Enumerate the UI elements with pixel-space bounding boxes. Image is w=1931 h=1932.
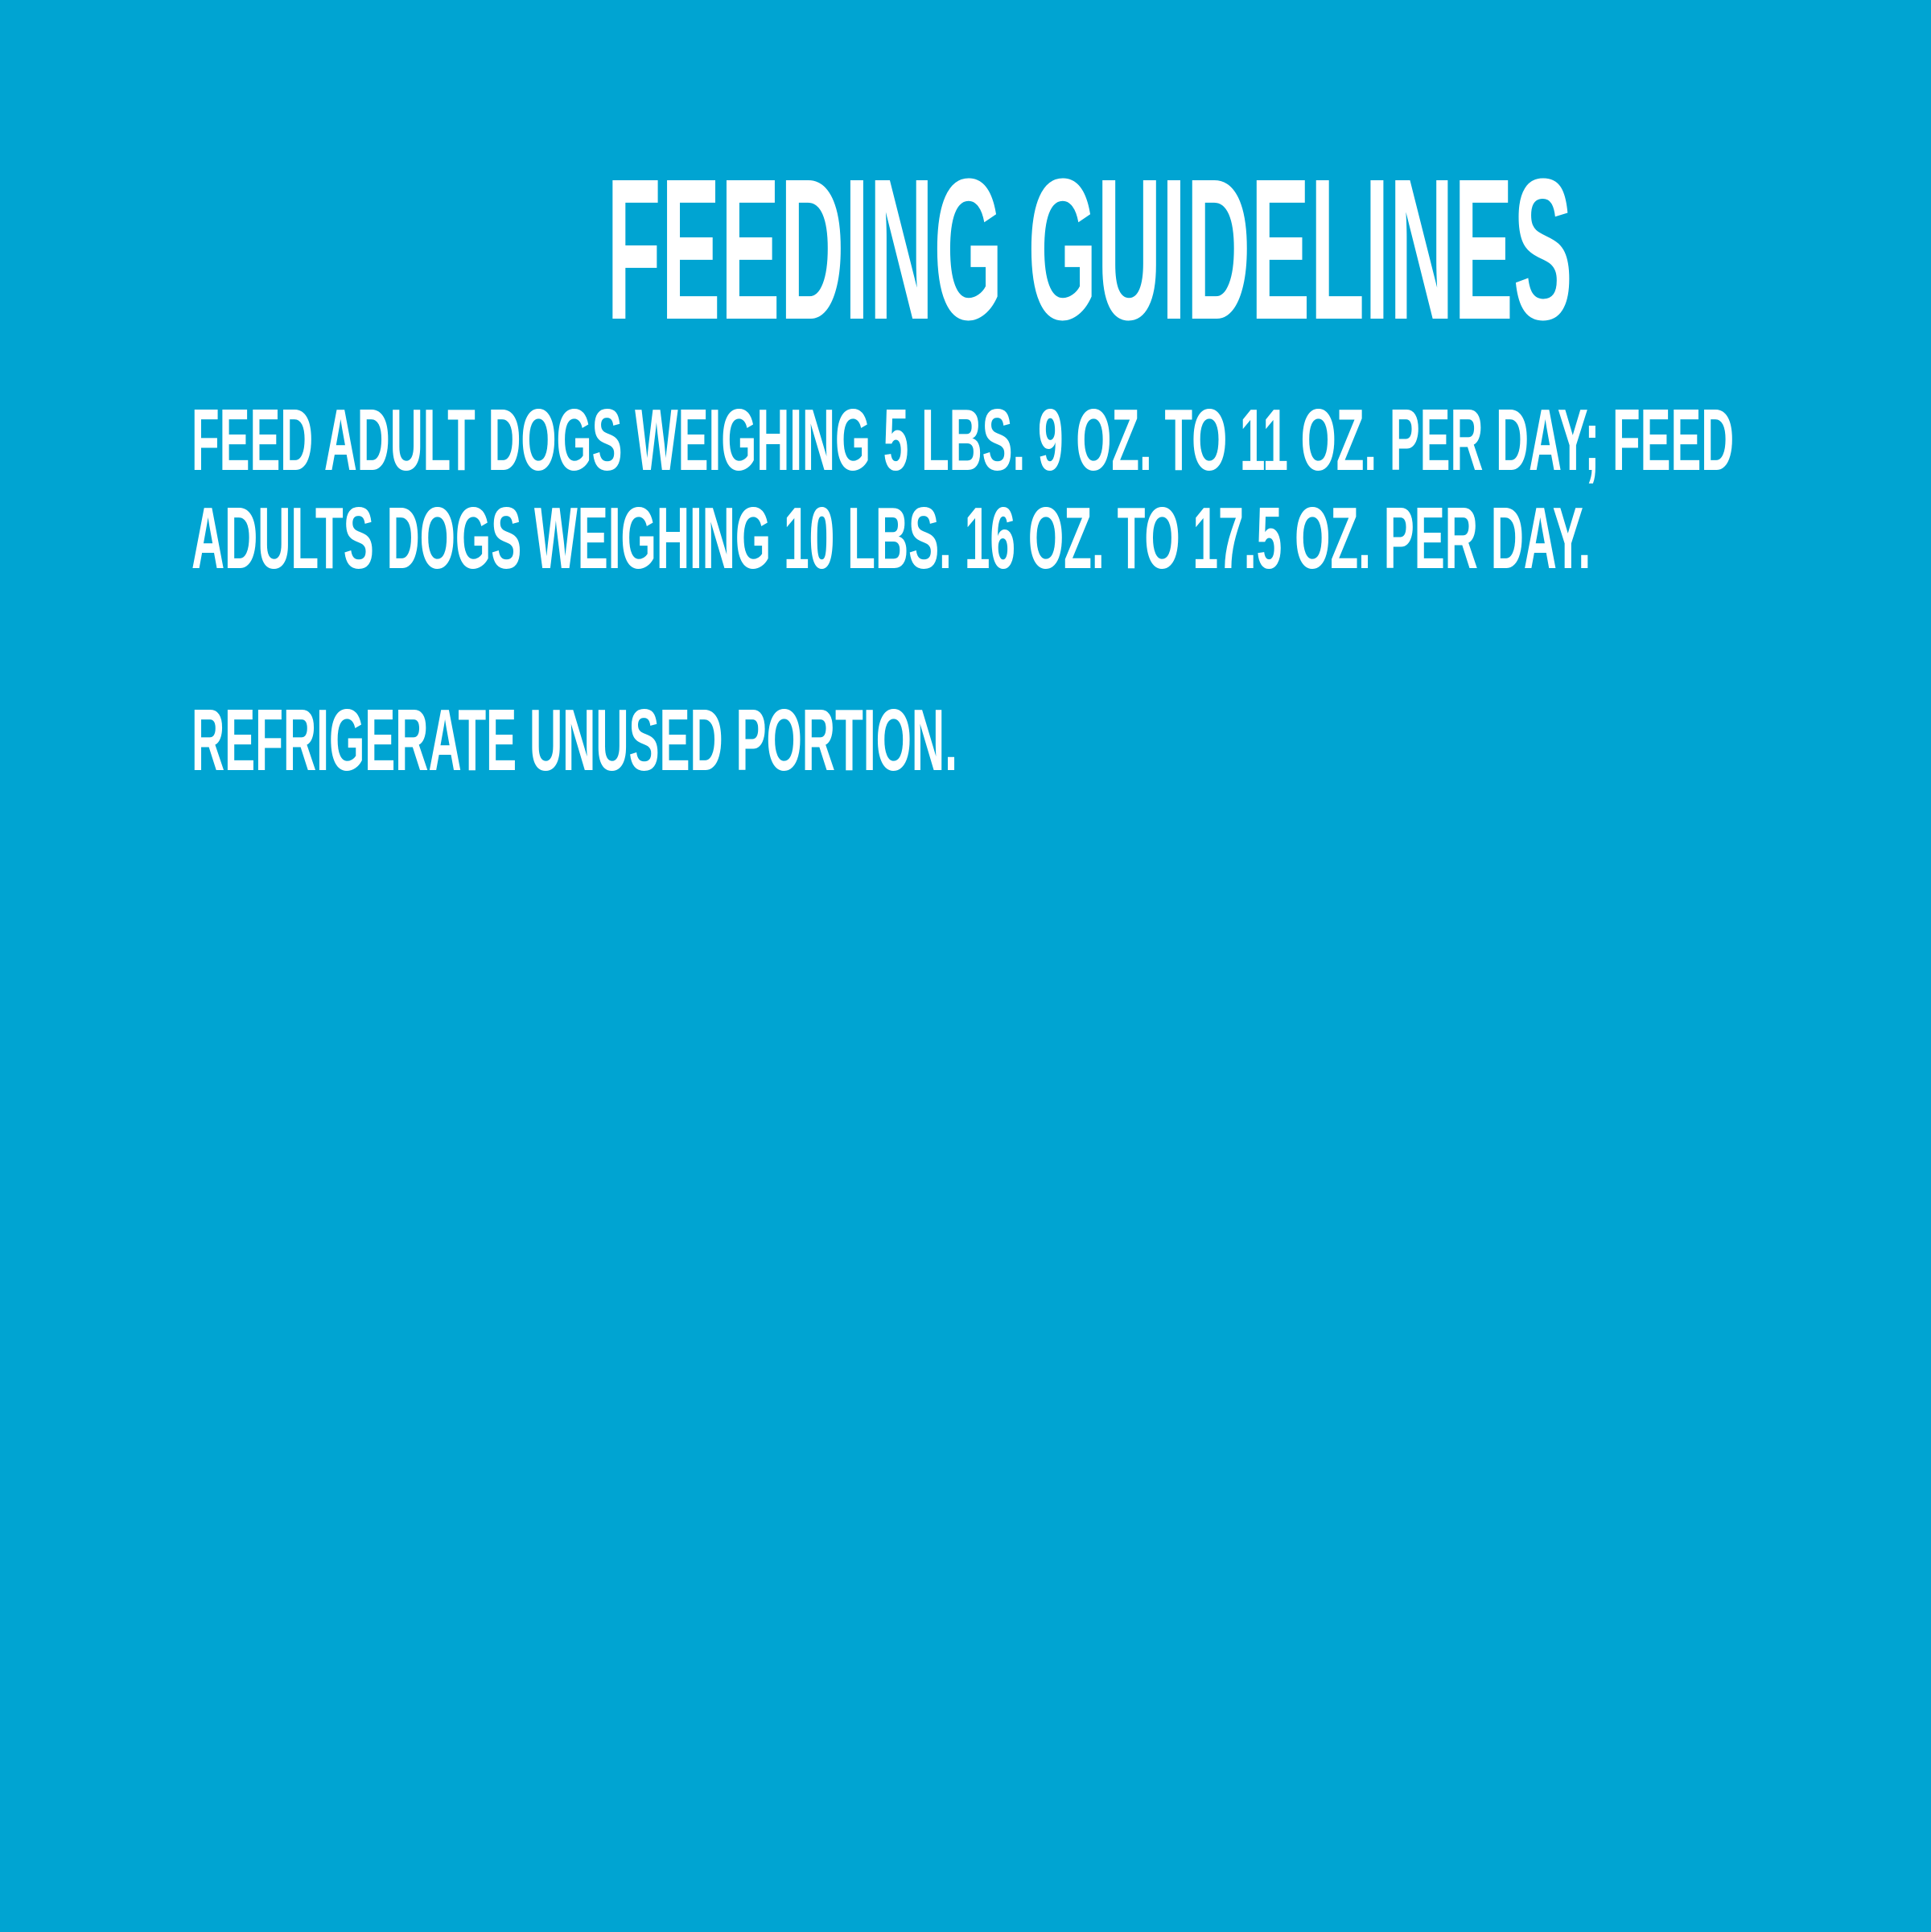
page-title (0, 137, 1931, 361)
feeding-instructions-line-2-text: ADULTS DOGS WEIGHING 10 LBS. 16 OZ. TO 17.5 OZ. PER DAY. (191, 489, 1591, 587)
storage-note-text: REFRIGERATE UNUSED PORTION. (191, 691, 957, 789)
storage-note (191, 691, 1657, 789)
feeding-instructions-line-1-text: FEED ADULT DOGS WEIGHING 5 LBS. 9 OZ. TO 11 OZ. PER DAY; FEED (191, 391, 1735, 489)
page-title-text: FEEDING GUIDELINES (606, 137, 1573, 361)
feeding-instructions-line-1 (191, 391, 1931, 489)
feeding-instructions (191, 391, 1931, 587)
feeding-instructions-line-2 (191, 489, 1931, 587)
